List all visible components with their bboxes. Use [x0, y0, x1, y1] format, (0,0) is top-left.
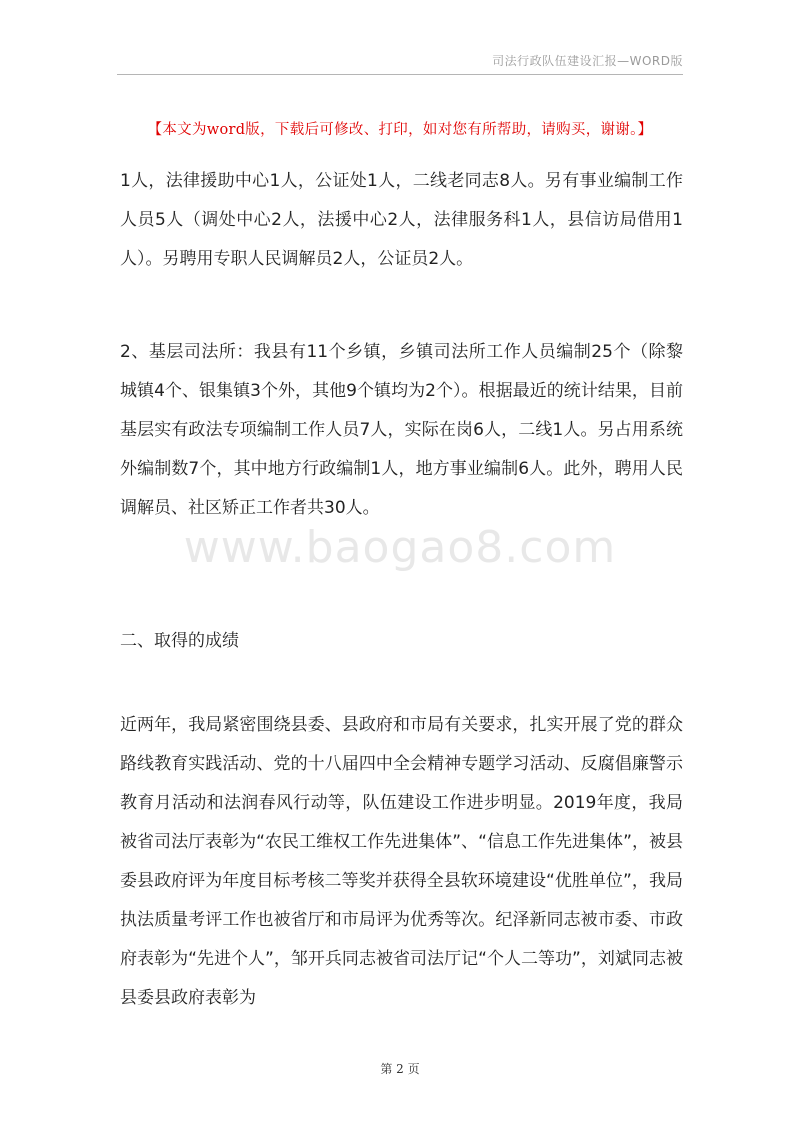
paragraph-staffing: 1人，法律援助中心1人，公证处1人，二线老同志8人。另有事业编制工作人员5人（调处中心2人，法援中心2人，法律服务科1人，县信访局借用1人）。另聘用专职人民调解员2人，公证员2人。 [120, 171, 683, 269]
watermark-text: www.baogao8.com [183, 522, 617, 573]
download-notice: 【本文为word版，下载后可修改、打印，如对您有所帮助，请购买，谢谢。】 [147, 122, 653, 138]
section-heading-achievements: 二、取得的成绩 [120, 631, 239, 651]
page-number: 第 2 页 [380, 1062, 420, 1076]
paragraph-achievements: 近两年，我局紧密围绕县委、县政府和市局有关要求，扎实开展了党的群众路线教育实践活动、党的十八届四中全会精神专题学习活动、反腐倡廉警示教育月活动和法润春风行动等，队伍建设工作进步明显。2019年度，我局被省司法厅表彰为“农民工维权工作先进集体”、“信息工作先进集体”，被县委县政府评为年度目标考核二等奖并获得全县软环境建设“优胜单位”，我局执法质量考评工作也被省厅和市局评为优秀等次。纪泽新同志被市委、市政府表彰为“先进个人”，邹开兵同志被省司法厅记“个人二等功”，刘斌同志被县委县政府表彰为 [120, 715, 683, 1008]
header-rule [117, 74, 683, 75]
paragraph-grassroots: 2、基层司法所：我县有11个乡镇，乡镇司法所工作人员编制25个（除黎城镇4个、银集镇3个外，其他9个镇均为2个）。根据最近的统计结果，目前基层实有政法专项编制工作人员7人，实际在岗6人，二线1人。另占用系统外编制数7个，其中地方行政编制1人，地方事业编制6人。此外，聘用人民调解员、社区矫正工作者共30人。 [120, 342, 683, 518]
running-header: 司法行政队伍建设汇报—WORD版 [492, 54, 683, 68]
